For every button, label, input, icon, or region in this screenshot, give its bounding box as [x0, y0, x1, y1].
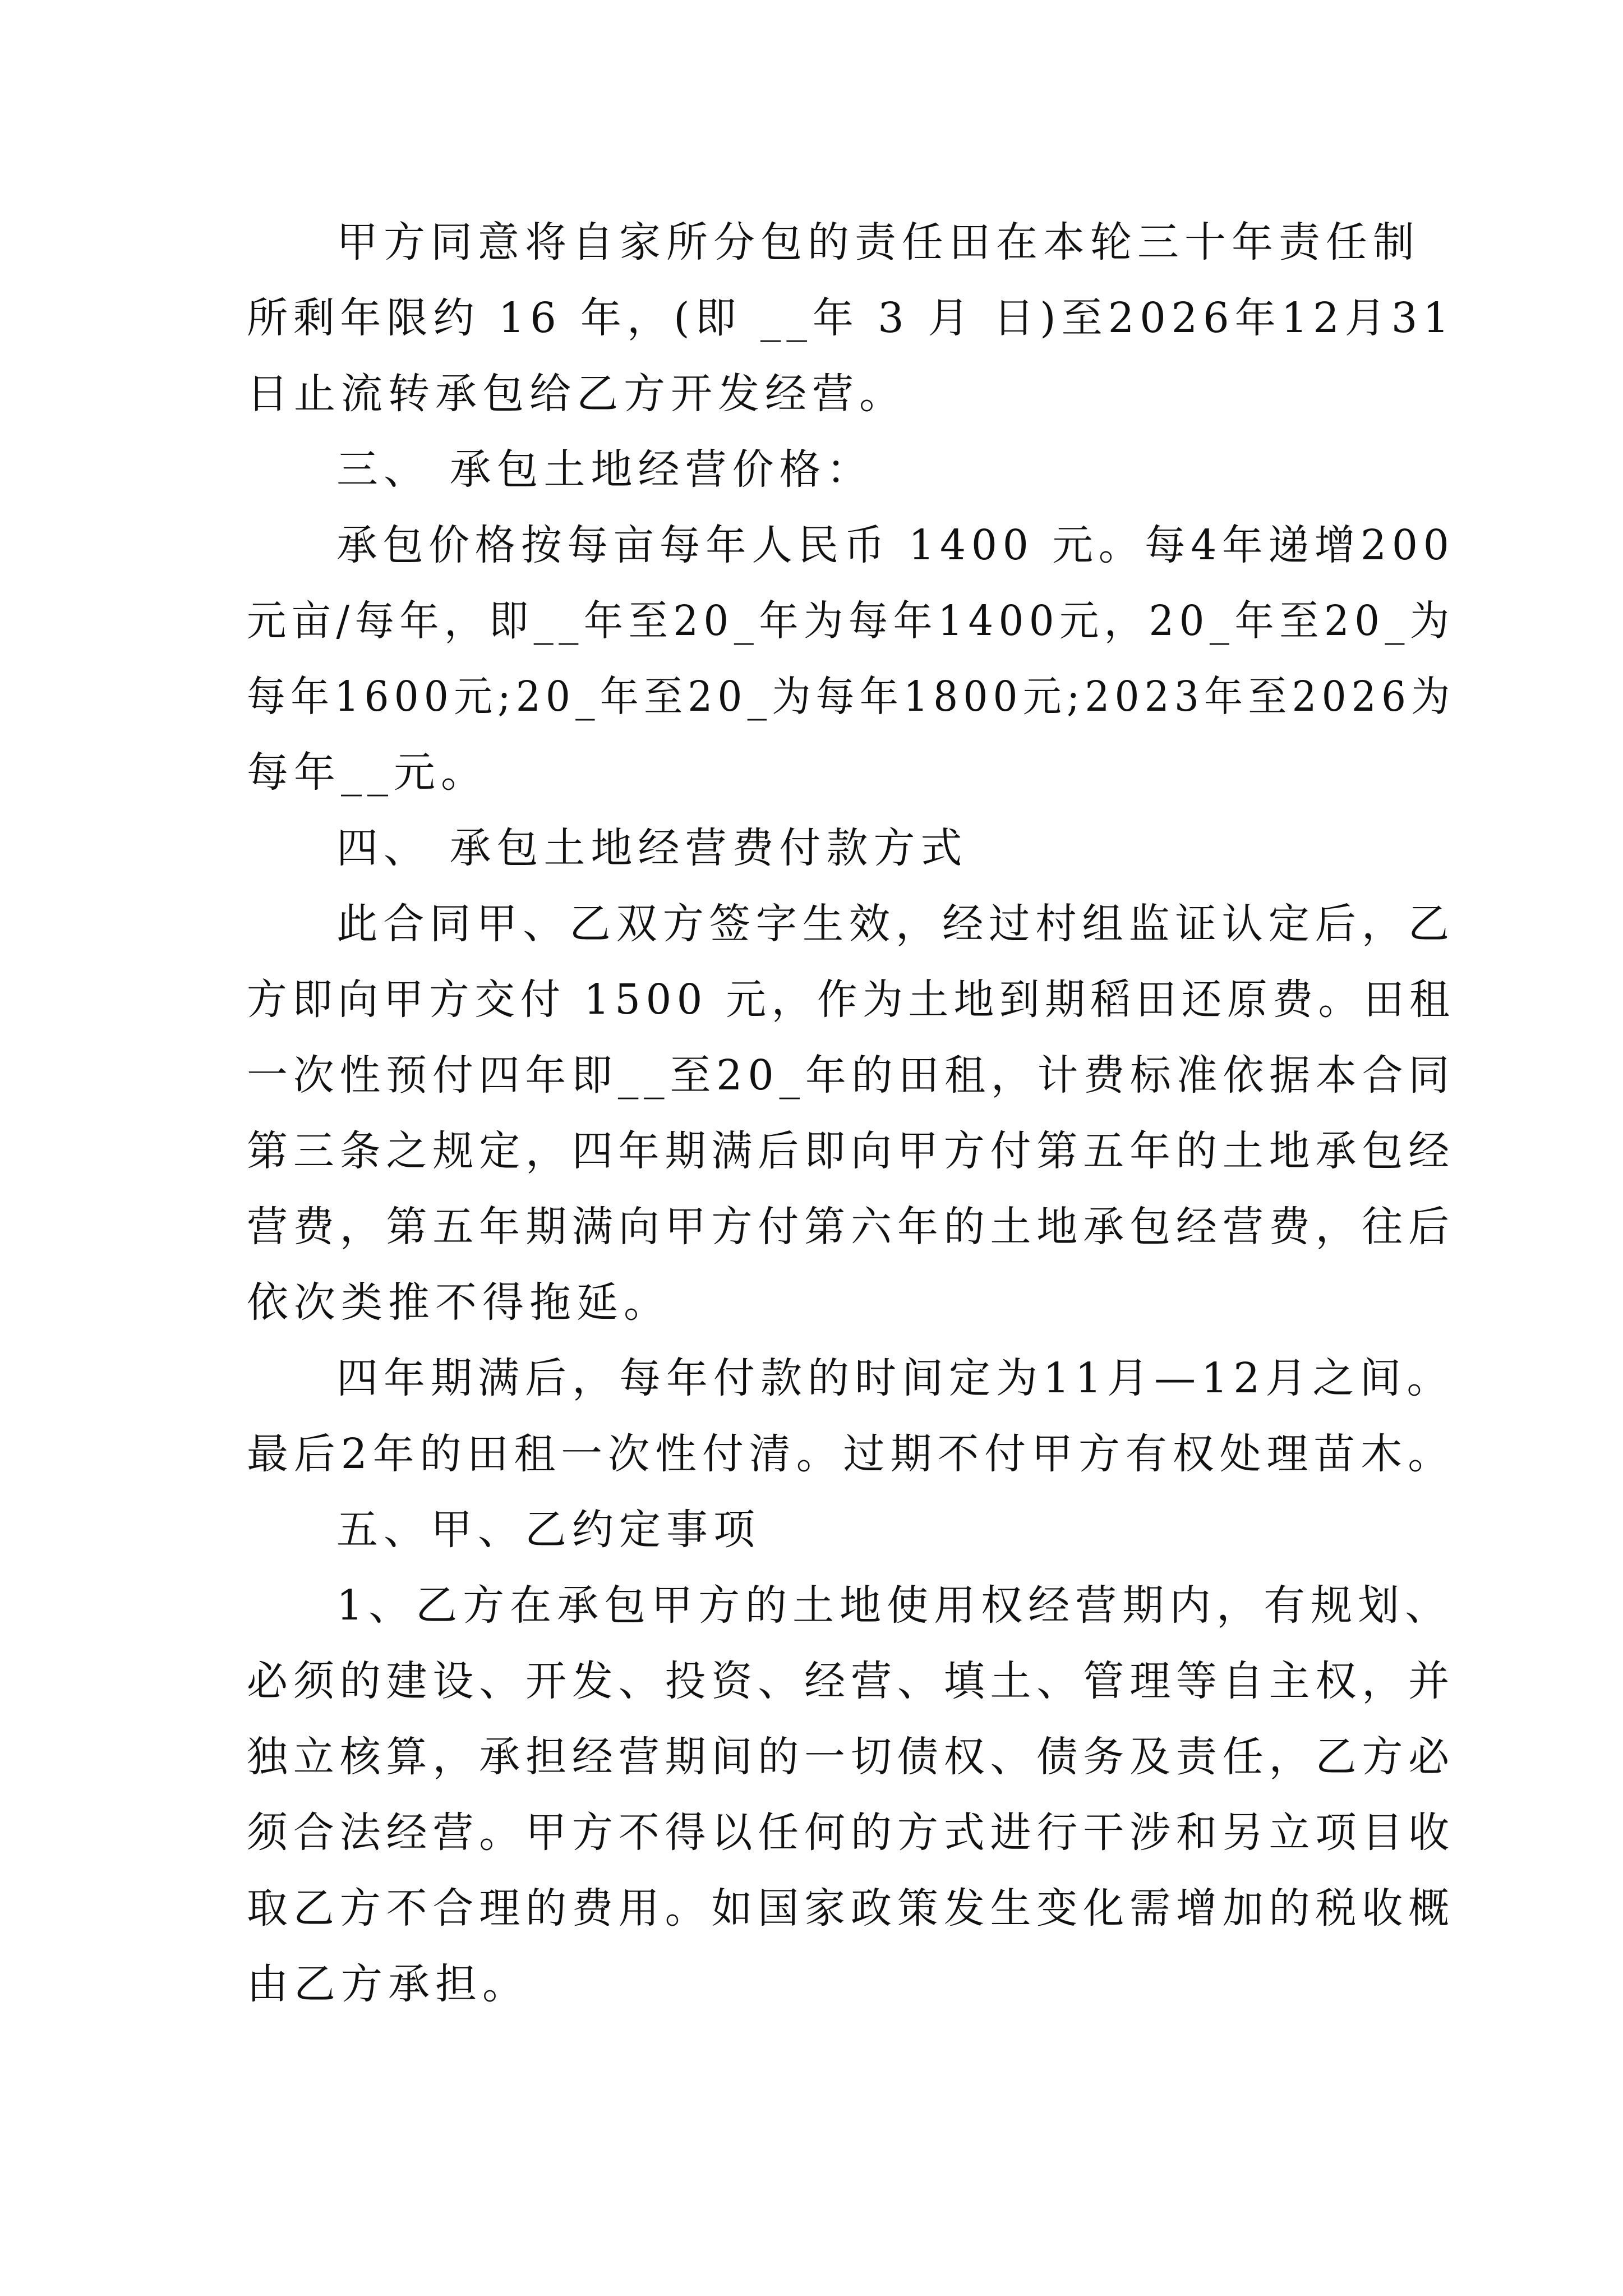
- text-line: 依次类推不得拖延。: [247, 1278, 671, 1327]
- text-line: 此合同甲、乙双方签字生效，经过村组监证认定后，乙: [336, 900, 1455, 948]
- text-line: 由乙方承担。: [247, 1960, 529, 2008]
- text-line: 日止流转承包给乙方开发经营。: [247, 370, 906, 418]
- text-line: 须合法经营。甲方不得以任何的方式进行干涉和另立项目收: [247, 1809, 1455, 1857]
- section-heading: 三、 承包土地经营价格：: [336, 445, 874, 494]
- text-line: 每年1600元;20_年至20_为每年1800元;2023年至2026为: [247, 673, 1455, 721]
- text-line: 取乙方不合理的费用。如国家政策发生变化需增加的税收概: [247, 1884, 1455, 1932]
- text-line: 独立核算，承担经营期间的一切债权、债务及责任，乙方必: [247, 1733, 1455, 1781]
- text-line: 甲方同意将自家所分包的责任田在本轮三十年责任制: [336, 218, 1420, 266]
- text-line: 方即向甲方交付 1500 元，作为土地到期稻田还原费。田租: [247, 976, 1455, 1024]
- section-heading: 五、甲、乙约定事项: [336, 1506, 760, 1554]
- text-line: 元亩/每年，即__年至20_年为每年1400元，20_年至20_为: [247, 597, 1455, 645]
- text-line: 承包价格按每亩每年人民币 1400 元。每4年递增200: [336, 521, 1455, 569]
- text-line: 每年__元。: [247, 748, 488, 797]
- text-line: 四年期满后，每年付款的时间定为11月—12月之间。: [336, 1354, 1454, 1402]
- text-line: 一次性预付四年即__至20_年的田租，计费标准依据本合同: [247, 1051, 1455, 1099]
- text-line: 营费，第五年期满向甲方付第六年的土地承包经营费，往后: [247, 1203, 1455, 1251]
- text-line: 1、乙方在承包甲方的土地使用权经营期内，有规划、: [336, 1581, 1453, 1630]
- text-line: 第三条之规定，四年期满后即向甲方付第五年的土地承包经: [247, 1127, 1455, 1175]
- text-line: 所剩年限约 16 年，(即 __年 3 月 日)至2026年12月31: [247, 294, 1455, 342]
- text-line: 必须的建设、开发、投资、经营、填土、管理等自主权，并: [247, 1657, 1455, 1705]
- text-line: 最后2年的田租一次性付清。过期不付甲方有权处理苗木。: [247, 1430, 1455, 1478]
- section-heading: 四、 承包土地经营费付款方式: [336, 824, 968, 872]
